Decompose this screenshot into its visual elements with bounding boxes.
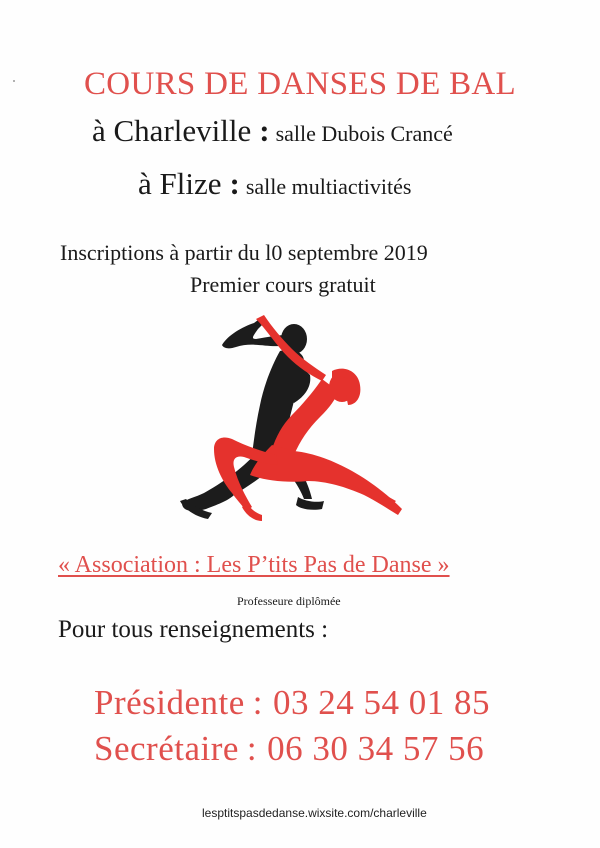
venue-separator: : [259,113,270,148]
contact-president [94,683,490,723]
free-class-note: Premier cours gratuit [190,272,376,297]
tango-dancers-silhouette-icon [176,305,406,527]
contact-role: Présidente [94,683,245,722]
venue-hall: salle multiactivités [245,174,412,199]
venue-charleville [92,113,453,149]
contact-role: Secrétaire [94,729,239,768]
association-name: « Association : Les P’tits Pas de Danse » [58,552,450,578]
info-heading: Pour tous renseignements : [58,616,329,643]
contact-phone[interactable]: 06 30 34 57 56 [267,729,485,768]
venue-city: à Flize [138,166,222,201]
website-link[interactable]: lesptitspasdedanse.wixsite.com/charleville [202,806,427,820]
venue-city: à Charleville [92,113,252,148]
registration-date: Inscriptions à partir du l0 septembre 2019 [60,240,428,265]
venue-separator: : [229,166,240,201]
venue-hall: salle Dubois Crancé [275,121,453,146]
poster-title: COURS DE DANSES DE BAL [84,66,516,102]
contact-phone[interactable]: 03 24 54 01 85 [273,683,491,722]
contact-secretary [94,729,484,769]
venue-flize [138,166,411,202]
teacher-credential: Professeure diplômée [237,594,341,608]
contact-separator: : [246,729,258,768]
contact-separator: : [252,683,264,722]
